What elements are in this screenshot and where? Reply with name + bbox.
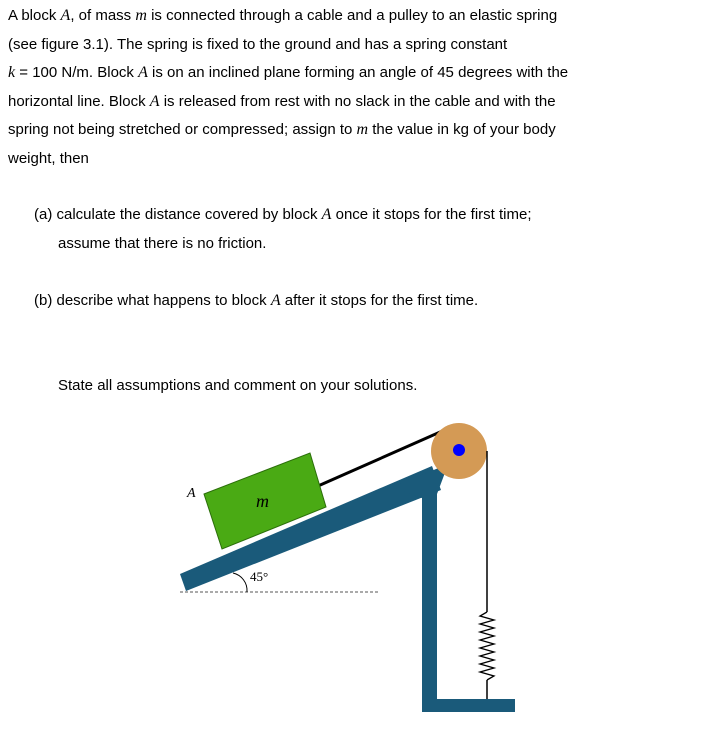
block-variable: A	[60, 7, 71, 24]
problem-text: spring not being stretched or compressed; assign to	[8, 121, 357, 138]
problem-text: = 100 N/m. Block	[15, 64, 139, 81]
question-b-text: (b) describe what happens to block	[34, 292, 271, 309]
angle-label: 45°	[250, 569, 269, 584]
problem-text: horizontal line. Block	[8, 92, 150, 110]
problem-text: is on an inclined plane forming an angle of 45 degrees with the	[147, 64, 569, 81]
question-b-text: after it stops for the first time.	[280, 292, 479, 309]
ground-base	[422, 699, 515, 712]
question-a-text: (a) calculate the distance covered by block	[34, 206, 322, 223]
block-variable: A	[270, 292, 281, 309]
instruction: State all assumptions and comment on your solutions.	[58, 377, 418, 394]
block-variable: A	[138, 64, 148, 81]
mass-variable: m	[135, 7, 147, 24]
spring-constant-variable: k	[8, 64, 16, 81]
pulley-axle	[453, 444, 465, 456]
problem-text: is connected through a cable and a pulley to an elastic spring	[146, 7, 558, 24]
problem-text: weight, then	[8, 149, 89, 167]
vertical-post	[422, 480, 437, 700]
problem-text: is released from rest with no slack in the cable and with the	[159, 92, 556, 110]
problem-text: A block	[8, 7, 61, 24]
question-a-continuation: assume that there is no friction.	[58, 234, 267, 252]
mass-label: m	[256, 491, 269, 511]
elastic-spring	[480, 612, 494, 680]
question-a-text: once it stops for the first time;	[331, 206, 532, 223]
angle-arc	[233, 573, 247, 592]
mass-variable: m	[356, 121, 369, 138]
problem-text: the value in kg of your body	[368, 121, 556, 138]
problem-text: , of mass	[70, 7, 136, 24]
problem-text: (see figure 3.1). The spring is fixed to the ground and has a spring constant	[8, 35, 508, 53]
block-variable: A	[321, 206, 332, 223]
block-label: A	[187, 486, 196, 501]
block-variable: A	[149, 92, 160, 110]
